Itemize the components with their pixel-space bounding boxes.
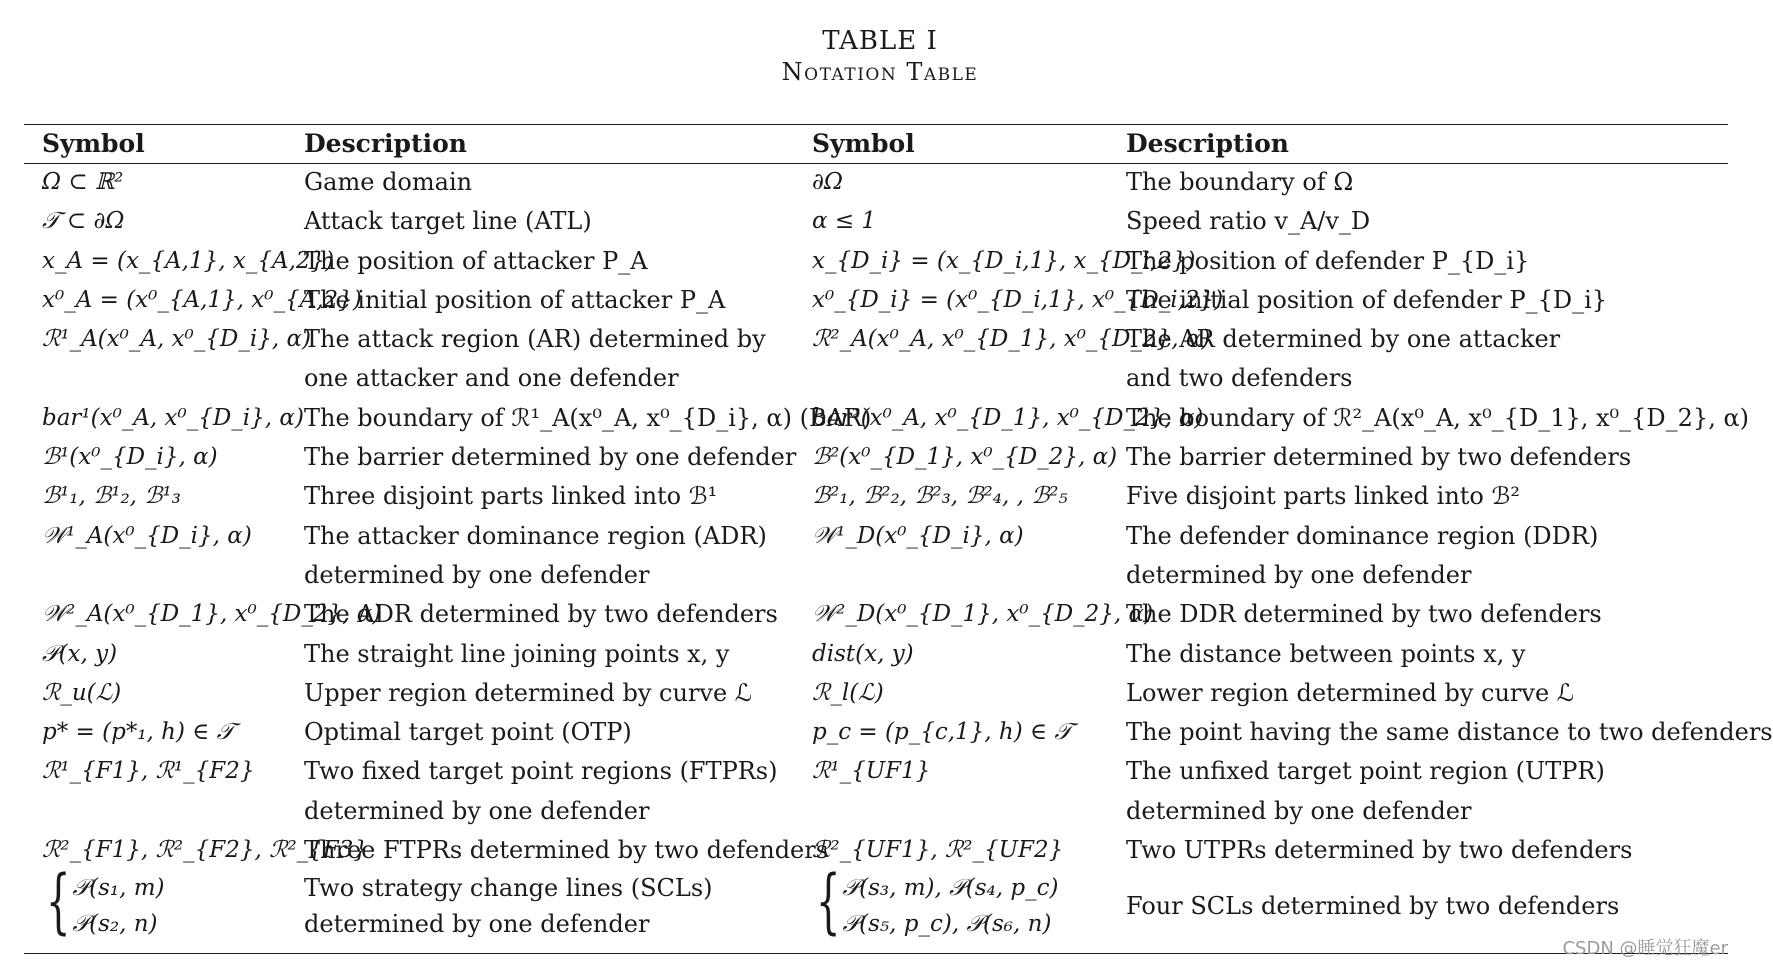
symbol-cell: ℬ²₁, ℬ²₂, ℬ²₃, ℬ²₄, , ℬ²₅ [812,483,1068,510]
description-cell: The point having the same distance to two defenders [1126,718,1773,747]
description-cell: The defender dominance region (DDR) [1126,521,1599,550]
symbol-cell: ℛ²_A(x⁰_A, x⁰_{D_1}, x⁰_{D_2}, α) [812,326,1211,353]
description-cell: determined by one defender [1126,796,1472,825]
description-cell: determined by one defender [304,560,650,589]
table-row [24,870,1728,942]
description-cell: Three FTPRs determined by two defenders [304,836,829,865]
table-row [24,713,1728,752]
symbol-cell [24,359,286,398]
table-row [24,438,1728,477]
scl-description-line: determined by one defender [304,910,650,939]
symbol-cell [24,556,286,595]
description-cell: The position of attacker P_A [304,246,648,275]
description-cell: determined by one defender [304,796,650,825]
scl-description-line: Two strategy change lines (SCLs) [304,874,713,903]
scl-description-2: Four SCLs determined by two defenders [1126,891,1620,920]
description-cell: The boundary of ℛ¹_A(x⁰_A, x⁰_{D_i}, α) (BAR) [304,403,872,432]
table-row [24,399,1728,438]
scl-symbol: 𝒫(s₂, n) [72,911,158,938]
symbol-cell: ℬ¹₁, ℬ¹₂, ℬ¹₃ [42,483,181,510]
description-cell: The straight line joining points x, y [304,639,730,668]
symbol-cell: bar¹(x⁰_A, x⁰_{D_i}, α) [42,404,304,431]
table-row [24,242,1728,281]
description-cell: Three disjoint parts linked into ℬ¹ [304,482,718,511]
table-number: TABLE I [822,26,938,56]
header-description-2: Description [1126,129,1289,158]
watermark: CSDN @睡觉狂魔er [1562,938,1728,959]
symbol-cell: x_{D_i} = (x_{D_i,1}, x_{D_i,2}) [812,247,1196,274]
description-cell: The barrier determined by one defender [304,443,797,472]
header-symbol-2: Symbol [812,129,915,158]
notation-table [24,124,1773,943]
table-row [24,556,1728,595]
symbol-cell: ℬ²(x⁰_{D_1}, x⁰_{D_2}, α) [812,444,1118,471]
symbol-cell: 𝒯 ⊂ ∂Ω [42,208,125,235]
symbol-cell: Ω ⊂ ℝ² [42,169,124,195]
symbol-cell [794,556,1108,595]
description-cell: Two fixed target point regions (FTPRs) [304,757,778,786]
scl-symbol: 𝒫(s₃, m), 𝒫(s₄, p_c) [842,875,1059,902]
symbol-cell [24,792,286,831]
symbol-cell: 𝒲²_A(x⁰_{D_1}, x⁰_{D_2}, α) [42,601,382,628]
description-cell: Upper region determined by curve ℒ [304,678,753,707]
table-row [24,202,1728,241]
table-row [24,831,1728,870]
scl-symbol: 𝒫(s₁, m) [72,875,165,902]
bottom-rule [24,953,1728,954]
table-row [24,320,1728,359]
description-cell: determined by one defender [1126,560,1472,589]
table-row [24,635,1728,674]
description-cell: Lower region determined by curve ℒ [1126,678,1575,707]
symbol-cell: ℛ²_{F1}, ℛ²_{F2}, ℛ²_{F3} [42,837,369,864]
symbol-cell: 𝒲¹_A(x⁰_{D_i}, α) [42,522,252,549]
description-cell: Optimal target point (OTP) [304,718,632,747]
table-row [24,752,1728,791]
symbol-cell: ℛ¹_{F1}, ℛ¹_{F2} [42,758,255,785]
description-cell: Game domain [304,168,473,196]
scl-symbol: 𝒫(s₅, p_c), 𝒫(s₆, n) [842,911,1052,938]
description-cell: The attacker dominance region (ADR) [304,521,767,550]
description-cell: The ADR determined by two defenders [304,600,778,629]
scl-symbols-1: { 𝒫(s₁, m) 𝒫(s₂, n) [46,860,165,943]
header-symbol-1: Symbol [42,129,145,158]
description-cell: The position of defender P_{D_i} [1126,246,1530,275]
description-cell: The DDR determined by two defenders [1126,600,1602,629]
scl-symbols-2: { 𝒫(s₃, m), 𝒫(s₄, p_c) 𝒫(s₅, p_c), 𝒫(s₆, n) [816,860,1059,943]
symbol-cell: ℛ¹_A(x⁰_A, x⁰_{D_i}, α) [42,326,311,353]
description-cell: The boundary of Ω [1126,168,1354,196]
symbol-cell: ℛ_l(ℒ) [812,679,884,706]
scl-description-1 [286,870,794,942]
description-cell: Speed ratio v_A/v_D [1126,207,1371,236]
description-cell: The initial position of attacker P_A [304,285,726,314]
symbol-cell: bar²(x⁰_A, x⁰_{D_1}, x⁰_{D_2}, α) [812,404,1204,431]
symbol-cell: ℛ_u(ℒ) [42,679,122,706]
description-cell: The attack region (AR) determined by [304,325,766,354]
table-row [24,674,1728,713]
table-row [24,359,1728,398]
symbol-cell: 𝒲¹_D(x⁰_{D_i}, α) [812,522,1024,549]
description-cell: and two defenders [1126,364,1353,393]
description-cell: Five disjoint parts linked into ℬ² [1126,482,1520,511]
table-row [24,792,1728,831]
table-row [24,477,1728,516]
symbol-cell: ℬ¹(x⁰_{D_i}, α) [42,444,218,471]
symbol-cell: ∂Ω [812,169,843,195]
symbol-cell: dist(x, y) [812,640,914,667]
symbol-cell: x_A = (x_{A,1}, x_{A,2}) [42,247,335,274]
symbol-cell: ℛ¹_{UF1} [812,758,931,785]
symbol-cell: p_c = (p_{c,1}, h) ∈ 𝒯 [812,719,1072,746]
description-cell: Attack target line (ATL) [304,207,592,236]
header-description-1: Description [304,129,467,158]
description-cell: The boundary of ℛ²_A(x⁰_A, x⁰_{D_1}, x⁰_{D_2}, α) [1126,403,1750,432]
symbol-cell: p* = (p*₁, h) ∈ 𝒯 [42,719,235,746]
symbol-cell: x⁰_A = (x⁰_{A,1}, x⁰_{A,2}) [42,286,362,313]
table-row [24,517,1728,556]
description-cell: Two UTPRs determined by two defenders [1126,836,1633,865]
description-cell: The barrier determined by two defenders [1126,443,1632,472]
table-row [24,163,1728,202]
symbol-cell: 𝒫(x, y) [42,640,118,667]
description-cell: The AR determined by one attacker [1126,325,1561,354]
table-row [24,281,1728,320]
symbol-cell: α ≤ 1 [812,208,877,235]
table-title: Notation Table [781,58,979,86]
symbol-cell [794,792,1108,831]
symbol-cell: ℛ²_{UF1}, ℛ²_{UF2} [812,837,1064,864]
description-cell: The unfixed target point region (UTPR) [1126,757,1605,786]
header-row [24,124,1728,163]
description-cell: The initial position of defender P_{D_i} [1126,285,1608,314]
description-cell: The distance between points x, y [1126,639,1526,668]
table-row [24,595,1728,634]
symbol-cell: x⁰_{D_i} = (x⁰_{D_i,1}, x⁰_{D_i,2}) [812,286,1224,313]
symbol-cell [794,359,1108,398]
description-cell: one attacker and one defender [304,364,679,393]
symbol-cell: 𝒲²_D(x⁰_{D_1}, x⁰_{D_2}, α) [812,601,1154,628]
